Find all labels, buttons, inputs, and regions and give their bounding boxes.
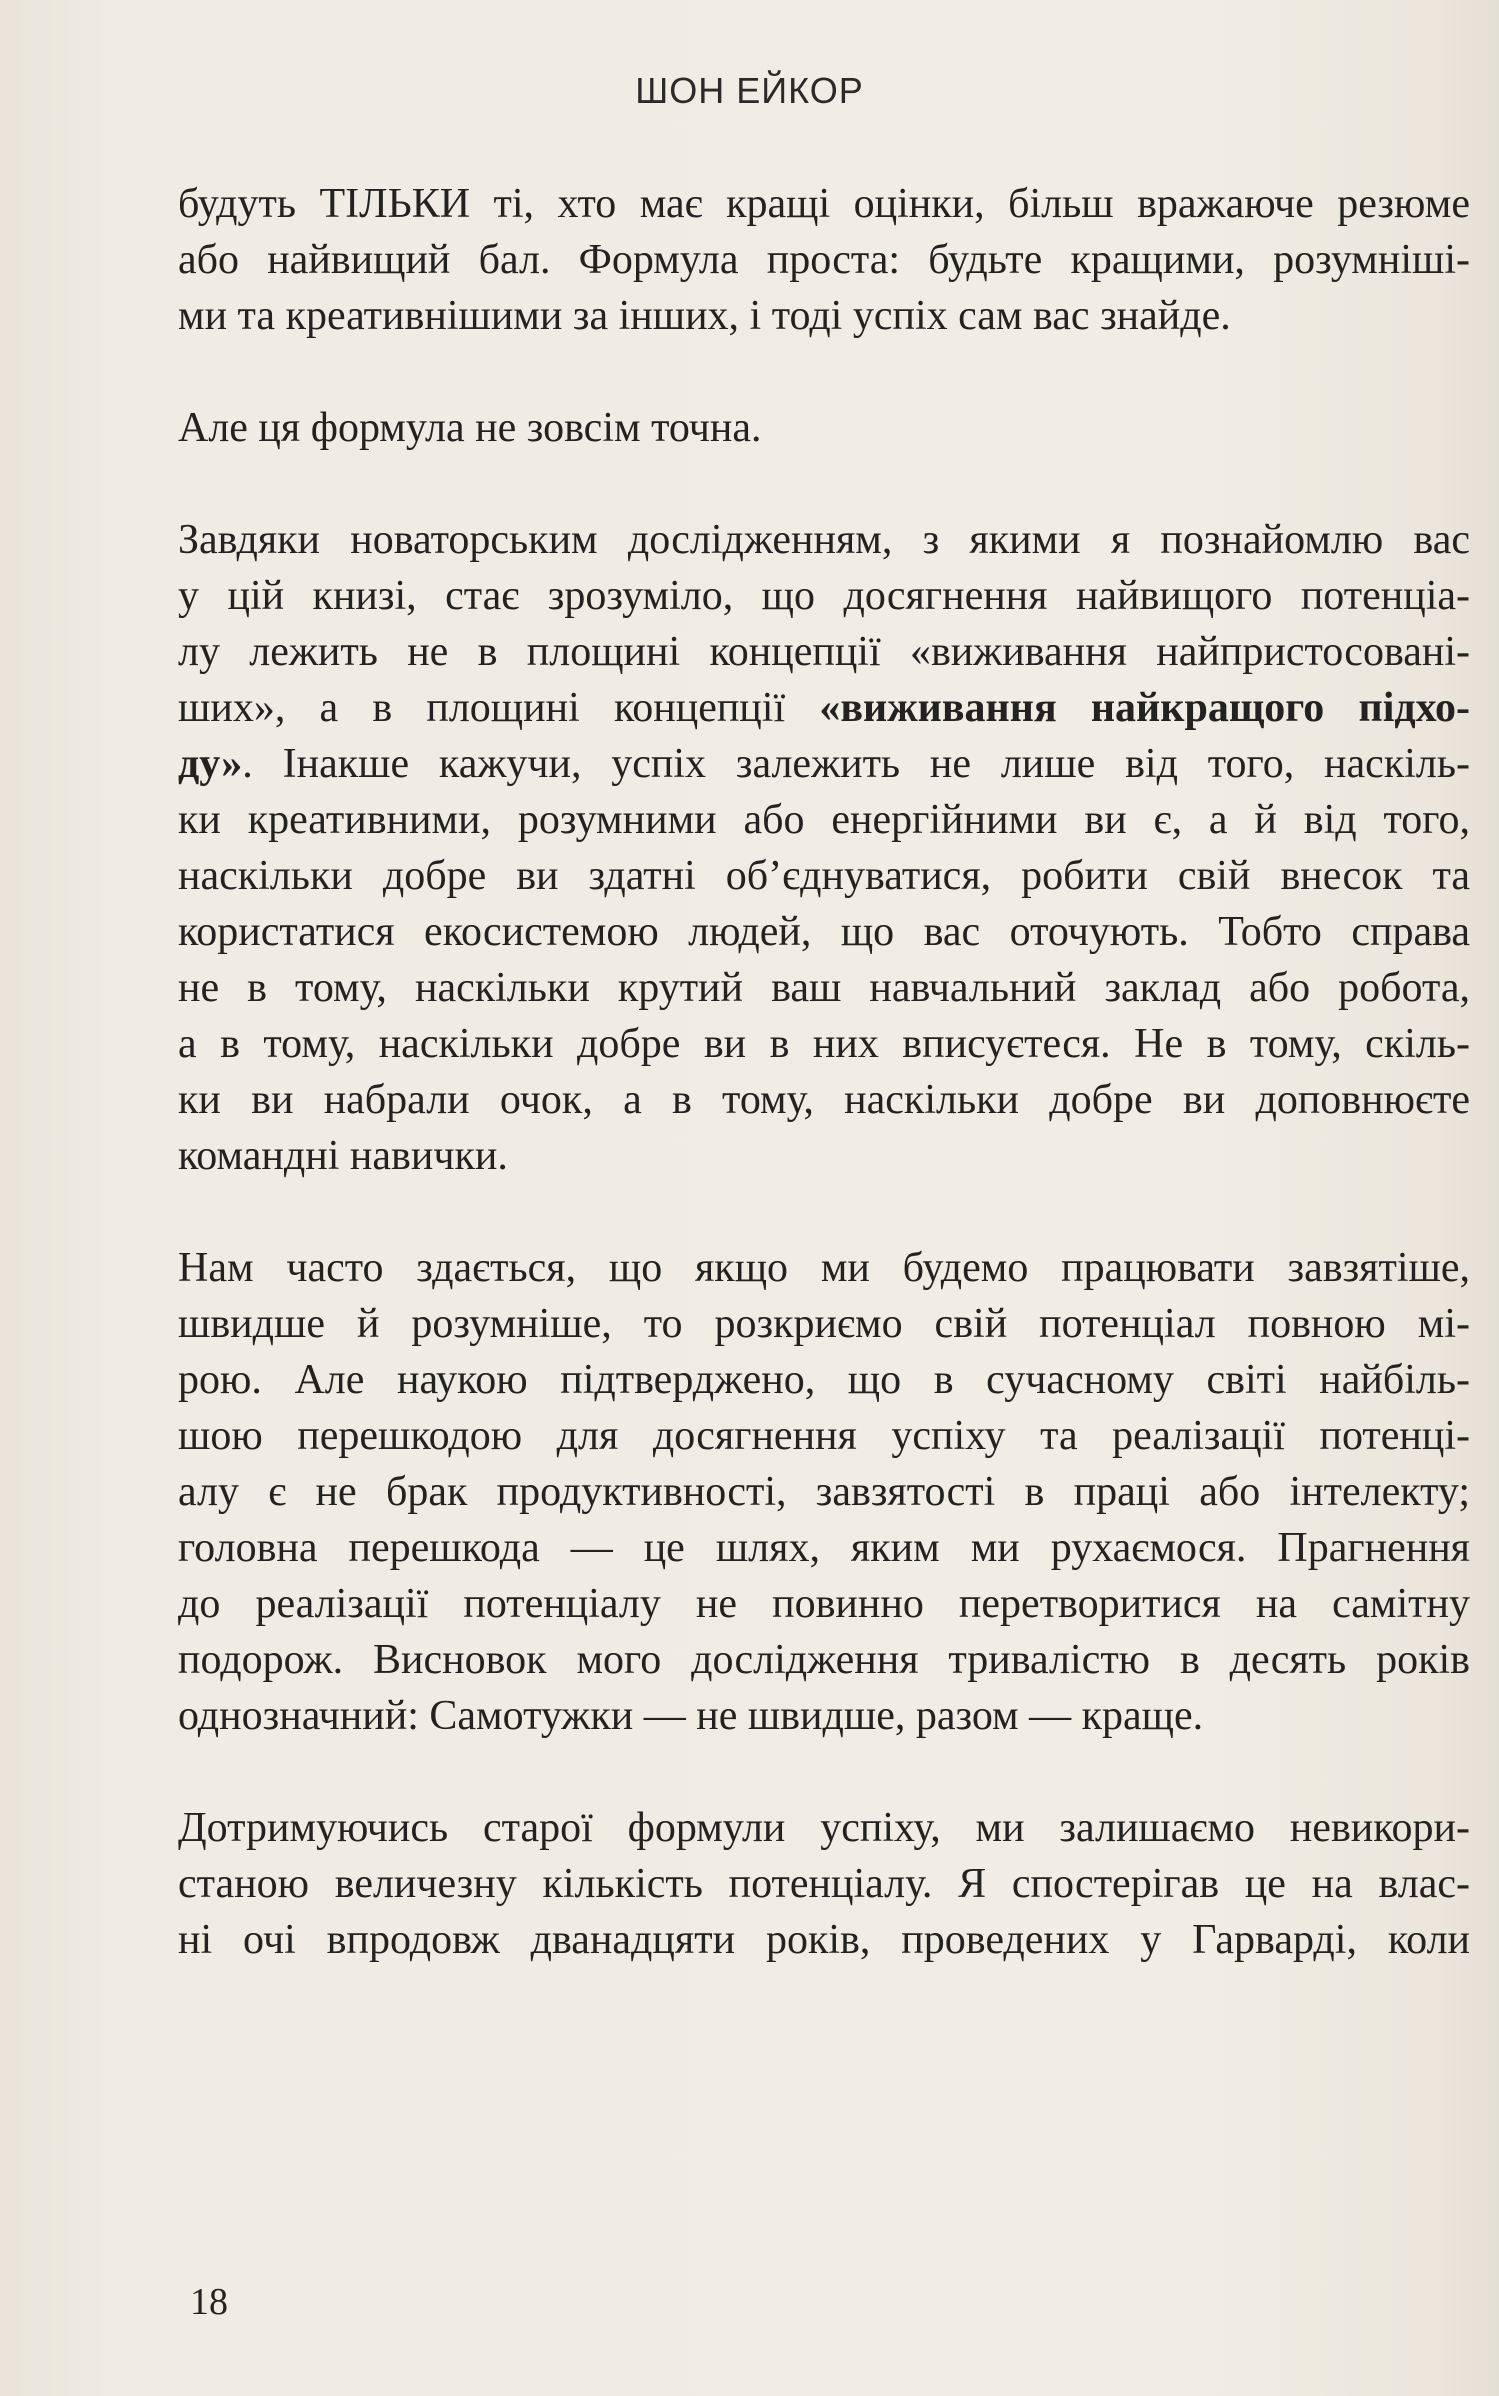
text-line — [178, 736, 1470, 792]
bold-phrase: «виживання найкращого підхо- — [819, 685, 1470, 731]
text-line: Але ця формула не зовсім точна. — [178, 405, 762, 451]
text-line: швидше й розумніше, то розкриємо свій потенціал повною мі- — [178, 1301, 1470, 1347]
paragraph-2 — [178, 400, 1470, 456]
paragraph-gap — [178, 1184, 1470, 1240]
text-line: командні навички. — [178, 1133, 508, 1179]
text-line: не в тому, наскільки крутий ваш навчальний заклад або робота, — [178, 965, 1470, 1011]
line-segment: ших», а в площині концепції — [178, 685, 820, 731]
page-number: 18 — [190, 2281, 228, 2323]
paragraph-gap — [178, 456, 1470, 512]
text-line: ки ви набрали очок, а в тому, наскільки добре ви доповнюєте — [178, 1077, 1470, 1123]
paragraph-gap — [178, 1744, 1470, 1800]
text-line: Завдяки новаторським дослідженням, з якими я познайомлю вас — [178, 517, 1470, 563]
text-line: Дотримуючись старої формули успіху, ми залишаємо невикори- — [178, 1805, 1470, 1851]
text-line: шою перешкодою для досягнення успіху та реалізації потенці- — [178, 1413, 1470, 1459]
text-line: головна перешкода — це шлях, яким ми рухаємося. Прагнення — [178, 1525, 1470, 1571]
running-header: ШОН ЕЙКОР — [635, 70, 864, 111]
text-line: будуть ТІЛЬКИ ті, хто має кращі оцінки, більш вражаюче резюме — [178, 181, 1470, 227]
page-body — [178, 176, 1470, 1968]
text-line: ні очі впродовж дванадцяти років, проведених у Гарварді, коли — [178, 1917, 1470, 1963]
line-segment: . Інакше кажучи, успіх залежить не лише від того, наскіль- — [242, 741, 1470, 787]
text-line: подорож. Висновок мого дослідження тривалістю в десять років — [178, 1637, 1470, 1683]
text-line: однозначний: Самотужки — не швидше, разом — краще. — [178, 1693, 1204, 1739]
paragraph-3 — [178, 512, 1470, 1184]
text-line: у цій книзі, стає зрозуміло, що досягнення найвищого потенціа- — [178, 573, 1470, 619]
text-line: ки креативними, розумними або енергійними ви є, а й від того, — [178, 797, 1470, 843]
paragraph-1 — [178, 176, 1470, 344]
text-line: або найвищий бал. Формула проста: будьте кращими, розумніші- — [178, 237, 1470, 283]
text-line: станою величезну кількість потенціалу. Я спостерігав це на влас- — [178, 1861, 1470, 1907]
paragraph-4 — [178, 1240, 1470, 1744]
text-line: наскільки добре ви здатні об’єднуватися, робити свій внесок та — [178, 853, 1470, 899]
text-line: Нам часто здається, що якщо ми будемо працювати завзятіше, — [178, 1245, 1470, 1291]
text-line — [178, 680, 1470, 736]
text-line: користатися екосистемою людей, що вас оточують. Тобто справа — [178, 909, 1470, 955]
text-line: алу є не брак продуктивності, завзятості в праці або інтелекту; — [178, 1469, 1470, 1515]
text-line: рою. Але наукою підтверджено, що в сучасному світі найбіль- — [178, 1357, 1470, 1403]
text-line: до реалізації потенціалу не повинно перетворитися на самітну — [178, 1581, 1470, 1627]
text-line: лу лежить не в площині концепції «виживання найпристосовані- — [178, 629, 1470, 675]
paragraph-gap — [178, 344, 1470, 400]
text-line: а в тому, наскільки добре ви в них вписуєтеся. Не в тому, скіль- — [178, 1021, 1470, 1067]
paragraph-5 — [178, 1800, 1470, 1968]
text-line: ми та креативнішими за інших, і тоді успіх сам вас знайде. — [178, 293, 1231, 339]
bold-phrase: ду» — [178, 741, 243, 787]
